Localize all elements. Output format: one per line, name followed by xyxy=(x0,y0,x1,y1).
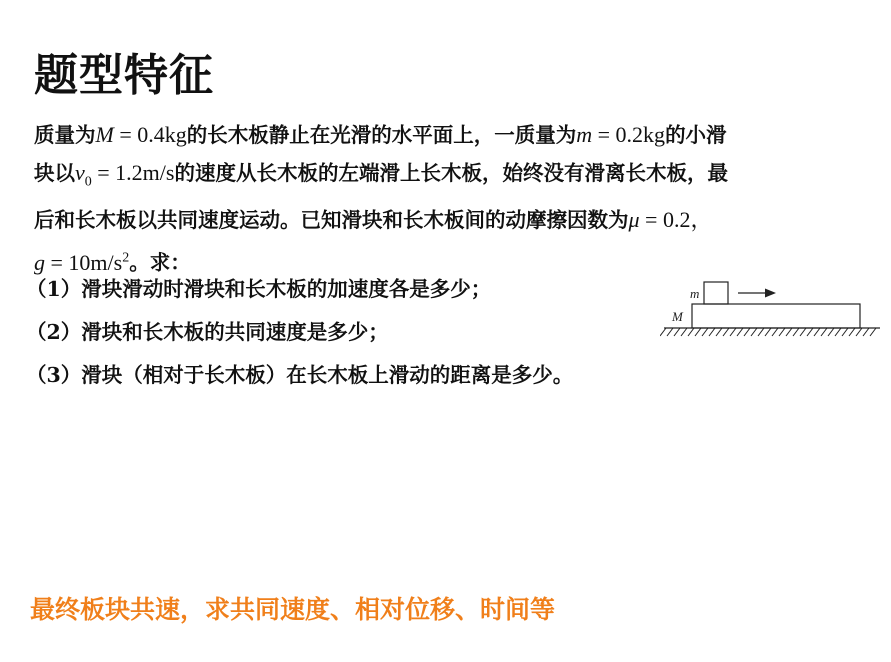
question-3: （3）滑块（相对于长木板）在长木板上滑动的距离是多少。 xyxy=(26,363,574,387)
board-label: M xyxy=(672,309,683,324)
summary-note: 最终板块共速，求共同速度、相对位移、时间等 xyxy=(30,595,556,624)
problem-line-4: $g = 10m/s^2$。求： xyxy=(34,249,191,275)
block-m xyxy=(704,282,728,304)
velocity-arrow-head xyxy=(765,289,776,298)
page-title: 题型特征 xyxy=(34,50,214,101)
question-1: （1）滑块滑动时滑块和长木板的加速度各是多少； xyxy=(26,277,492,301)
problem-line-2: 块以$v_0 = 1.2m/s$的速度从长木板的左端滑上长木板，始终没有滑离长木板，最 xyxy=(34,160,728,190)
problem-statement xyxy=(34,116,882,282)
question-list xyxy=(26,268,666,397)
block-board-diagram xyxy=(660,274,884,344)
ground-hatching xyxy=(660,328,876,336)
problem-line-1: 质量为M = 0.4kg的长木板静止在光滑的水平面上，一质量为m = 0.2kg的小滑 xyxy=(34,122,727,147)
board-M xyxy=(692,304,860,328)
question-2: （2）滑块和长木板的共同速度是多少； xyxy=(26,320,389,344)
problem-line-3: 后和长木板以共同速度运动。已知滑块和长木板间的动摩擦因数为μ = 0.2， xyxy=(34,207,713,233)
block-label: m xyxy=(690,286,700,301)
